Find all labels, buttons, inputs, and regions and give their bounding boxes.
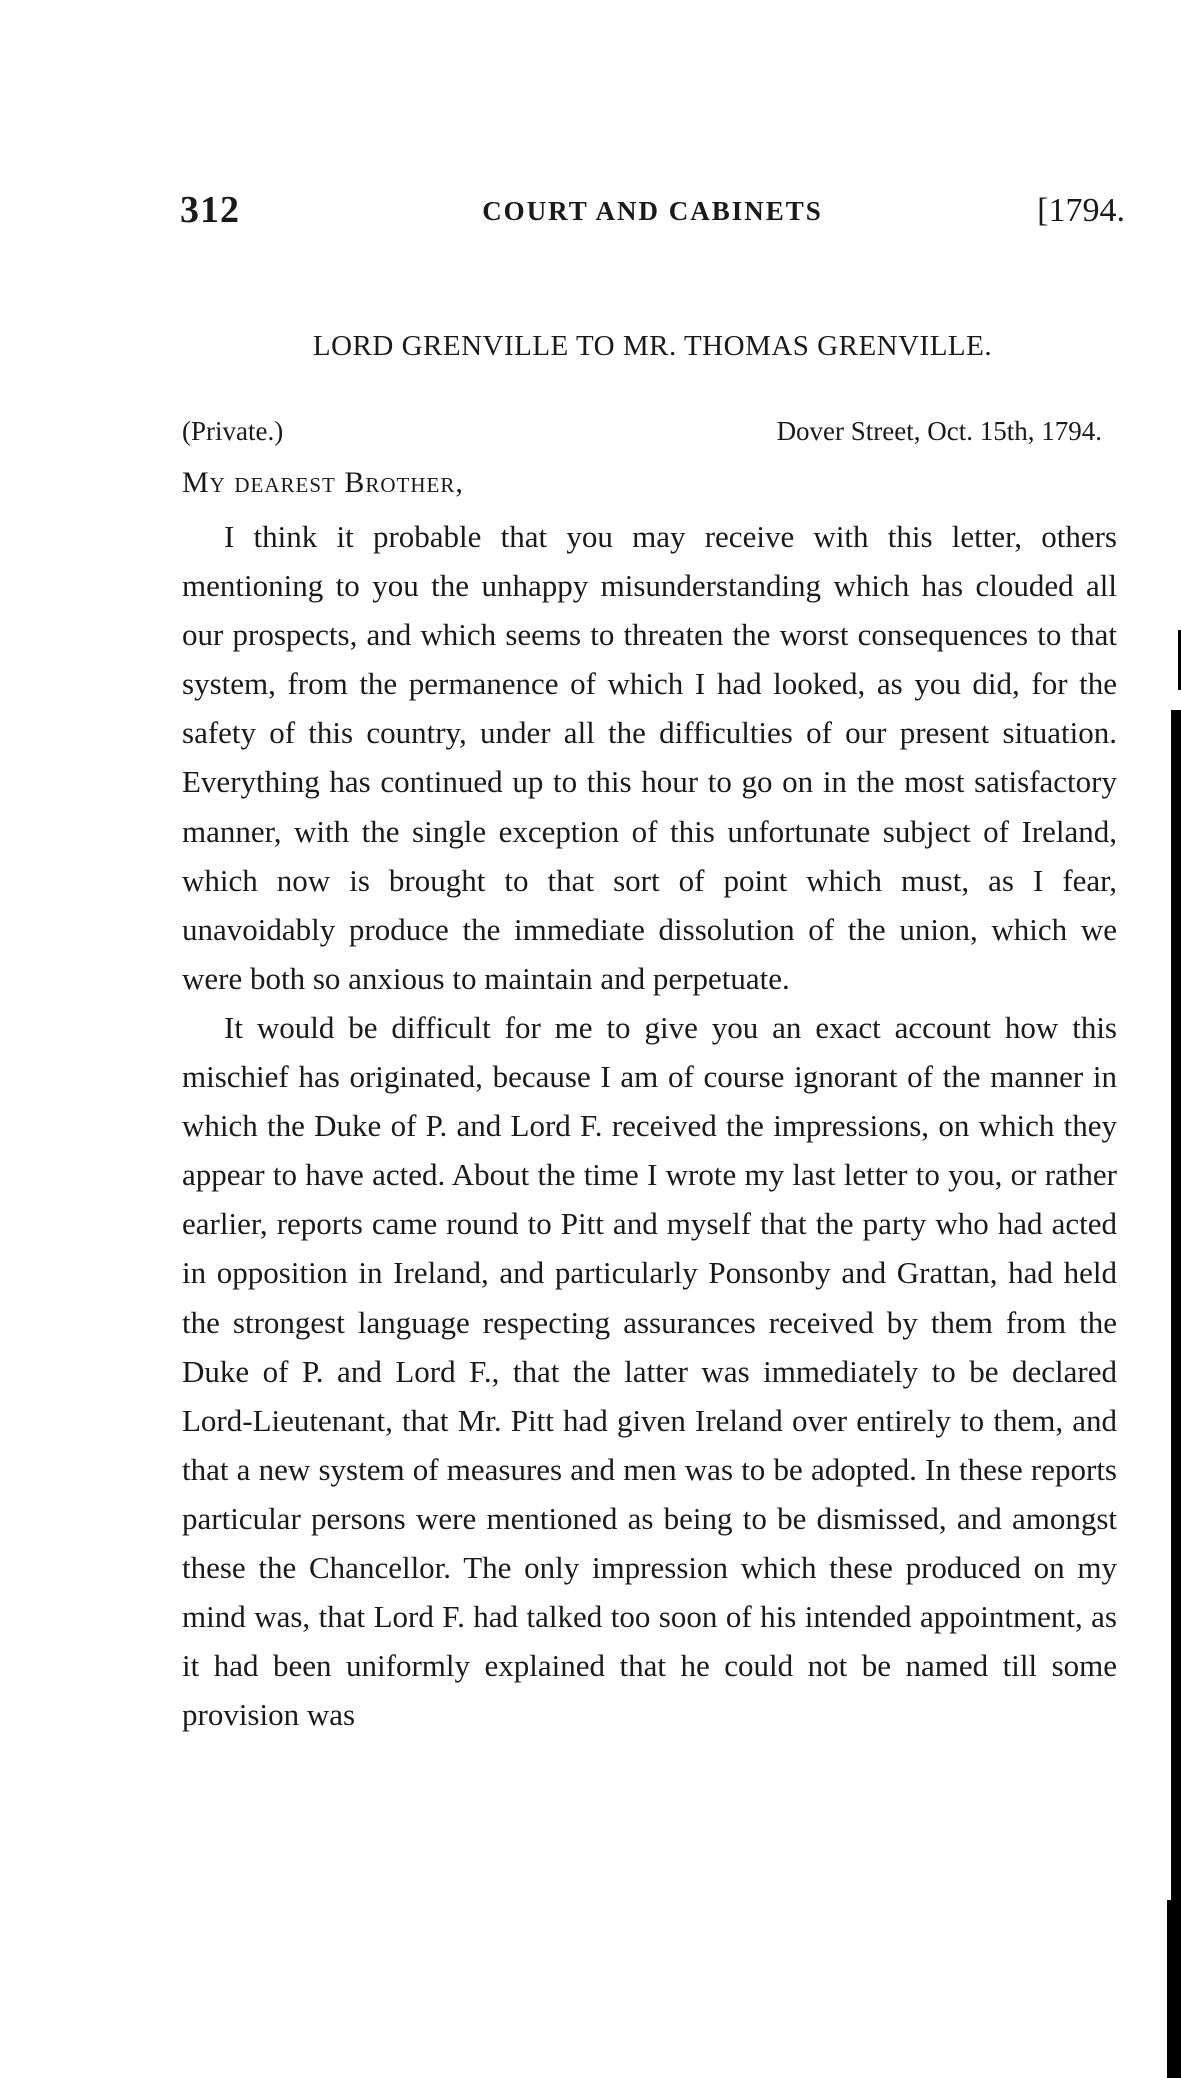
letter-body	[182, 512, 1117, 1739]
salutation-text: My dearest Brother,	[182, 466, 464, 499]
place-and-date: Dover Street, Oct. 15th, 1794.	[776, 416, 1102, 446]
letter-heading: LORD GRENVILLE TO MR. THOMAS GRENVILLE.	[312, 330, 993, 362]
paragraph-1: I think it probable that you may receive with this letter, others mentioning to you the unhappy misunderstanding which has clouded all our prospects, and which seems to threaten the worst consequences to that system, from the permanence of which I had looked, as you did, for the safety of this country, under all the difficulties of our present situation. Everything has continued up to this hour to go on in the most satisfactory manner, with the single exception of this unfortunate subject of Ireland, which now is brought to that sort of point which must, as I fear, unavoidably produce the immediate dissolution of the union, which we were both so anxious to maintain and perpetuate.	[182, 519, 1117, 996]
scan-edge-bar	[1171, 710, 1181, 2078]
running-year: [1794.	[1037, 192, 1125, 229]
scan-edge-bar-thick	[1167, 1900, 1181, 2078]
page-number: 312	[180, 189, 240, 231]
running-title: COURT AND CABINETS	[482, 196, 823, 226]
running-head	[180, 188, 1125, 238]
privacy-note: (Private.)	[182, 416, 284, 446]
salutation	[182, 466, 464, 500]
paragraph-2: It would be difficult for me to give you an exact account how this mischief has originated, because I am of course ignorant of the manner in which the Duke of P. and Lord F. received the impressions, on which they appear to have acted. About the time I wrote my last letter to you, or rather earlier, reports came round to Pitt and myself that the party who had acted in opposition in Ireland, and particularly Ponsonby and Grattan, had held the strongest language respecting assurances received by them from the Duke of P. and Lord F., that the latter was immediately to be declared Lord-Lieutenant, that Mr. Pitt had given Ireland over entirely to them, and that a new system of measures and men was to be adopted. In these reports particular persons were mentioned as being to be dismissed, and amongst these the Chancellor. The only impression which these produced on my mind was, that Lord F. had talked too soon of his intended appointment, as it had been uniformly explained that he could not be named till some provision was	[182, 1009, 1117, 1733]
